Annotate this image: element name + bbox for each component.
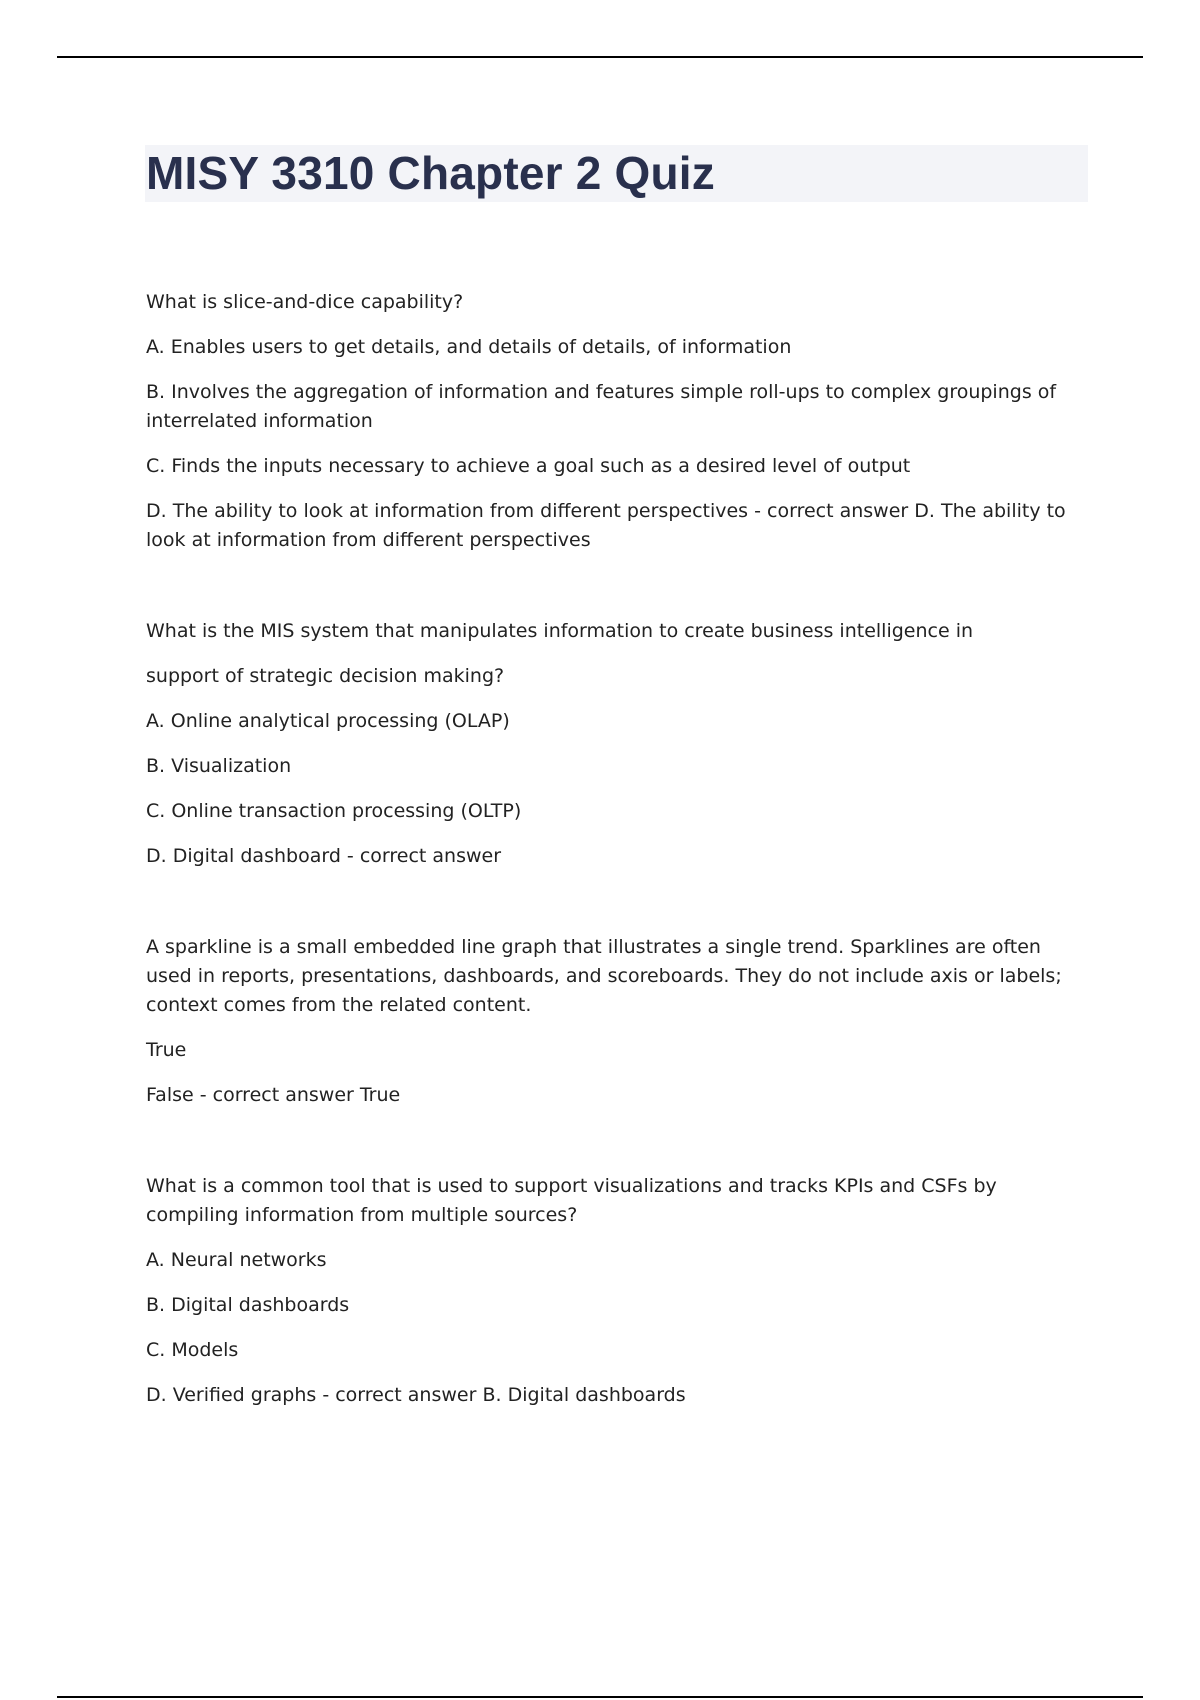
answer-option: A. Online analytical processing (OLAP) (146, 710, 510, 732)
answer-option: B. Visualization (146, 755, 292, 777)
answer-option: True (146, 1039, 187, 1061)
answer-option-with-correct-answer: D. The ability to look at information from different perspectives - correct answer D. The ability to look at information from different perspectives (146, 500, 1066, 551)
answer-option: C. Finds the inputs necessary to achieve a goal such as a desired level of output (146, 455, 911, 477)
question-text: A sparkline is a small embedded line graph that illustrates a single trend. Sparklines are often used in reports, presentations, dashboards, and scoreboards. They do not include axis or labels; context comes from the related content. (146, 936, 1062, 1016)
answer-option-with-correct-answer: False - correct answer True (146, 1084, 401, 1106)
bottom-rule (57, 1696, 1143, 1698)
question-block (146, 1172, 1086, 1410)
answer-option: A. Enables users to get details, and details of details, of information (146, 336, 792, 358)
answer-option: B. Involves the aggregation of information and features simple roll-ups to complex groupings of interrelated information (146, 381, 1057, 432)
answer-option-with-correct-answer: D. Verified graphs - correct answer B. Digital dashboards (146, 1384, 686, 1406)
answer-option: A. Neural networks (146, 1249, 327, 1271)
quiz-content (146, 288, 1086, 1472)
top-rule (57, 56, 1143, 58)
answer-option: C. Online transaction processing (OLTP) (146, 800, 522, 822)
answer-option: C. Models (146, 1339, 239, 1361)
answer-option-with-correct-answer: D. Digital dashboard - correct answer (146, 845, 502, 867)
question-block (146, 288, 1086, 555)
answer-option: B. Digital dashboards (146, 1294, 350, 1316)
question-block (146, 933, 1086, 1110)
question-text-continued: support of strategic decision making? (146, 665, 505, 687)
question-block (146, 617, 1086, 871)
question-text: What is the MIS system that manipulates information to create business intelligence in (146, 620, 974, 642)
page-title: MISY 3310 Chapter 2 Quiz (146, 147, 715, 199)
question-text: What is slice-and-dice capability? (146, 291, 464, 313)
question-text: What is a common tool that is used to support visualizations and tracks KPIs and CSFs by compiling information from multiple sources? (146, 1175, 997, 1226)
